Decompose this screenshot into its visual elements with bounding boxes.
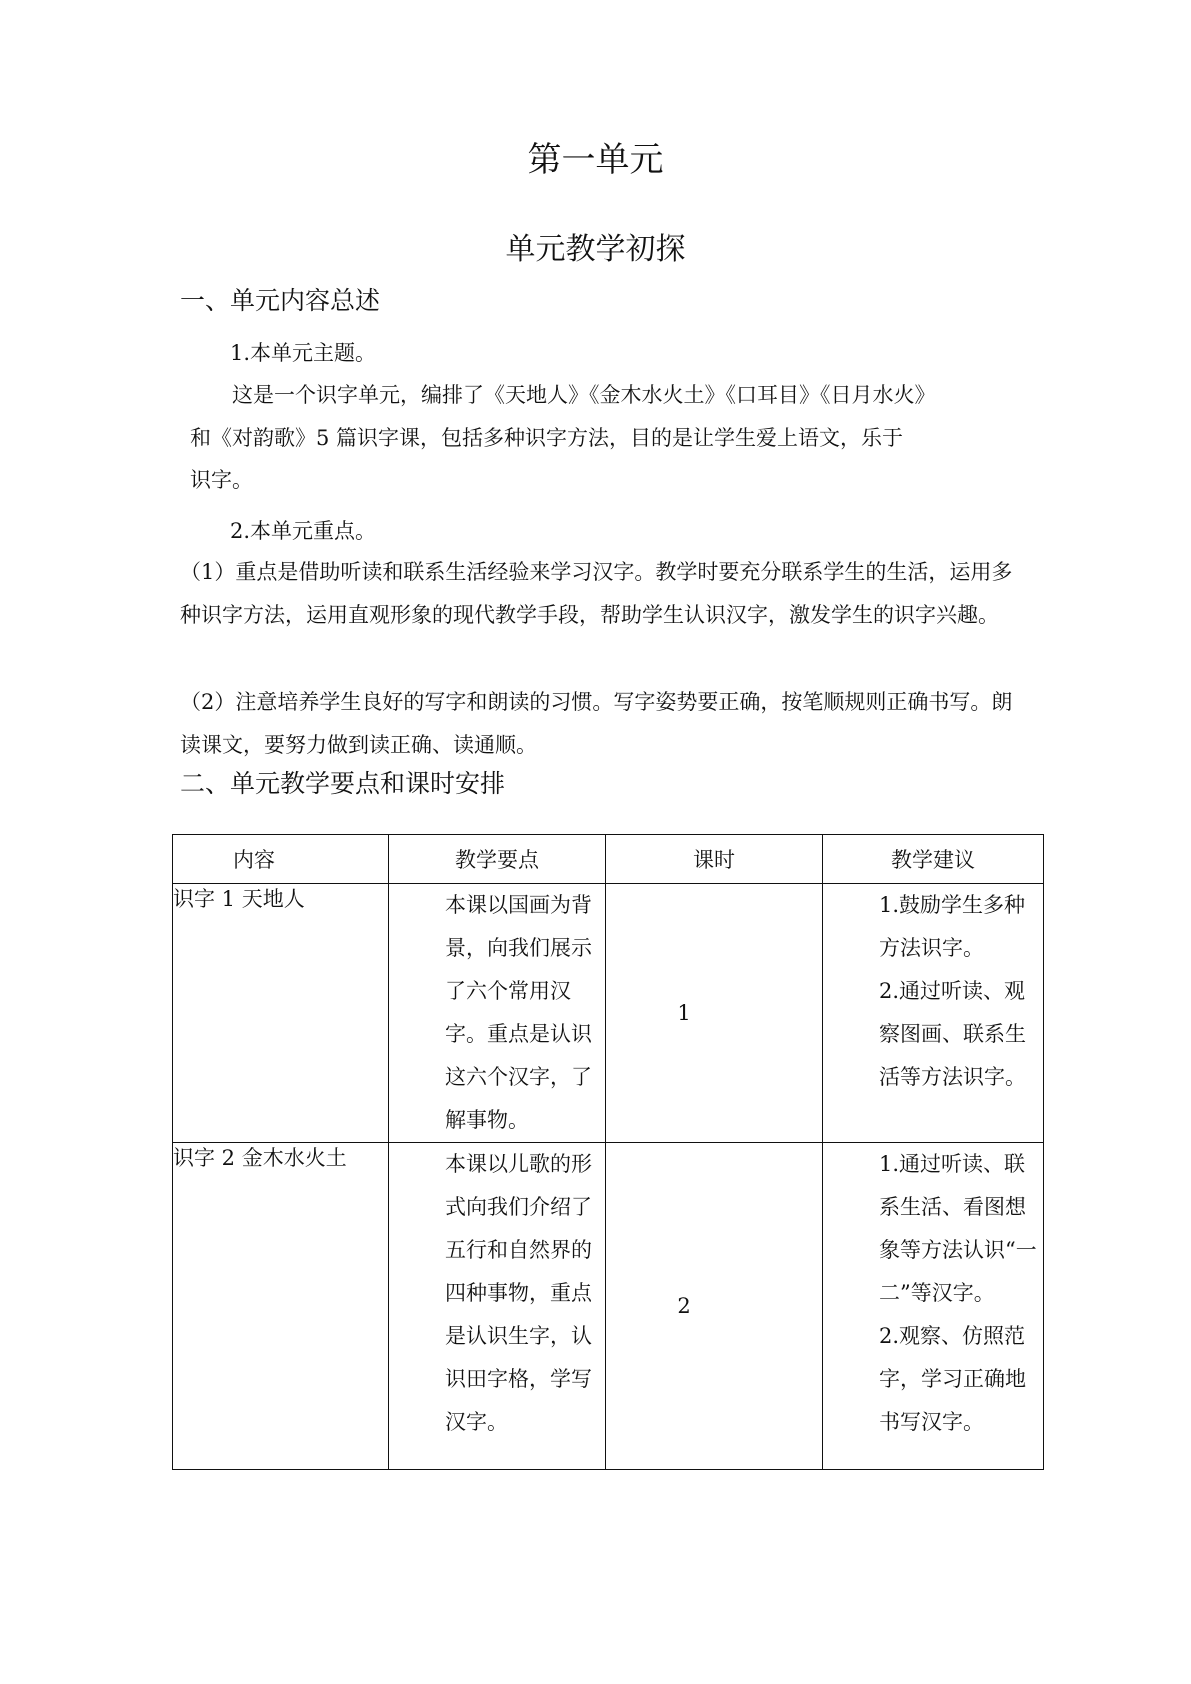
page-subtitle: 单元教学初探 xyxy=(505,232,686,267)
lesson-hours: 2 xyxy=(606,1143,823,1470)
lesson-advice-1: 1.通过听读、联系生活、看图想象等方法认识“一二”等汉字。 xyxy=(879,1152,1037,1305)
lesson-advice xyxy=(823,884,1044,1143)
table-header-row xyxy=(173,835,1044,884)
focus-point-2-text: （2）注意培养学生良好的写字和朗读的习惯。写字姿势要正确，按笔顺规则正确书写。朗读课文，要努力做到读正确、读通顺。 xyxy=(180,690,1013,757)
lesson-advice-1: 1.鼓励学生多种方法识字。 xyxy=(879,893,1026,960)
theme-line-2: 和《对韵歌》5 篇识字课，包括多种识字方法，目的是让学生爱上语文，乐于 xyxy=(190,426,904,450)
section-heading-schedule: 二、单元教学要点和课时安排 xyxy=(180,769,506,798)
header-advice: 教学建议 xyxy=(823,835,1044,884)
lesson-hours: 1 xyxy=(606,884,823,1143)
lesson-name: 识字 2 金木水火土 xyxy=(173,1143,389,1470)
theme-line-1: 这是一个识字单元，编排了《天地人》《金木水火土》《口耳目》《日月水火》 xyxy=(232,383,936,407)
focus-point-2 xyxy=(180,681,1016,767)
lesson-advice-2: 2.通过听读、观察图画、联系生活等方法识字。 xyxy=(879,979,1026,1089)
focus-point-1-text: （1）重点是借助听读和联系生活经验来学习汉字。教学时要充分联系学生的生活，运用多种识字方法，运用直观形象的现代教学手段，帮助学生认识汉字，激发学生的识字兴趣。 xyxy=(180,560,1013,627)
lesson-name: 识字 1 天地人 xyxy=(173,884,389,1143)
header-content: 内容 xyxy=(173,835,389,884)
lesson-key-points-text: 本课以国画为背景，向我们展示了六个常用汉字。重点是认识这六个汉字，了解事物。 xyxy=(445,893,592,1132)
lesson-key-points xyxy=(389,1143,606,1470)
page-title: 第一单元 xyxy=(527,140,664,180)
theme-line-3: 识字。 xyxy=(190,468,253,492)
item-theme-title: 1.本单元主题。 xyxy=(230,341,377,365)
lesson-advice-2: 2.观察、仿照范字，学习正确地书写汉字。 xyxy=(879,1324,1026,1434)
teaching-plan-table xyxy=(172,834,1044,1470)
table-row xyxy=(173,884,1044,1143)
header-key-points: 教学要点 xyxy=(389,835,606,884)
section-heading-overview: 一、单元内容总述 xyxy=(180,286,381,315)
lesson-key-points-text: 本课以儿歌的形式向我们介绍了五行和自然界的四种事物，重点是认识生字，认识田字格，学写汉字。 xyxy=(445,1152,592,1434)
table-row xyxy=(173,1143,1044,1470)
lesson-advice xyxy=(823,1143,1044,1470)
header-hours: 课时 xyxy=(606,835,823,884)
lesson-key-points xyxy=(389,884,606,1143)
item-focus-title: 2.本单元重点。 xyxy=(230,519,377,543)
focus-point-1 xyxy=(180,551,1016,637)
